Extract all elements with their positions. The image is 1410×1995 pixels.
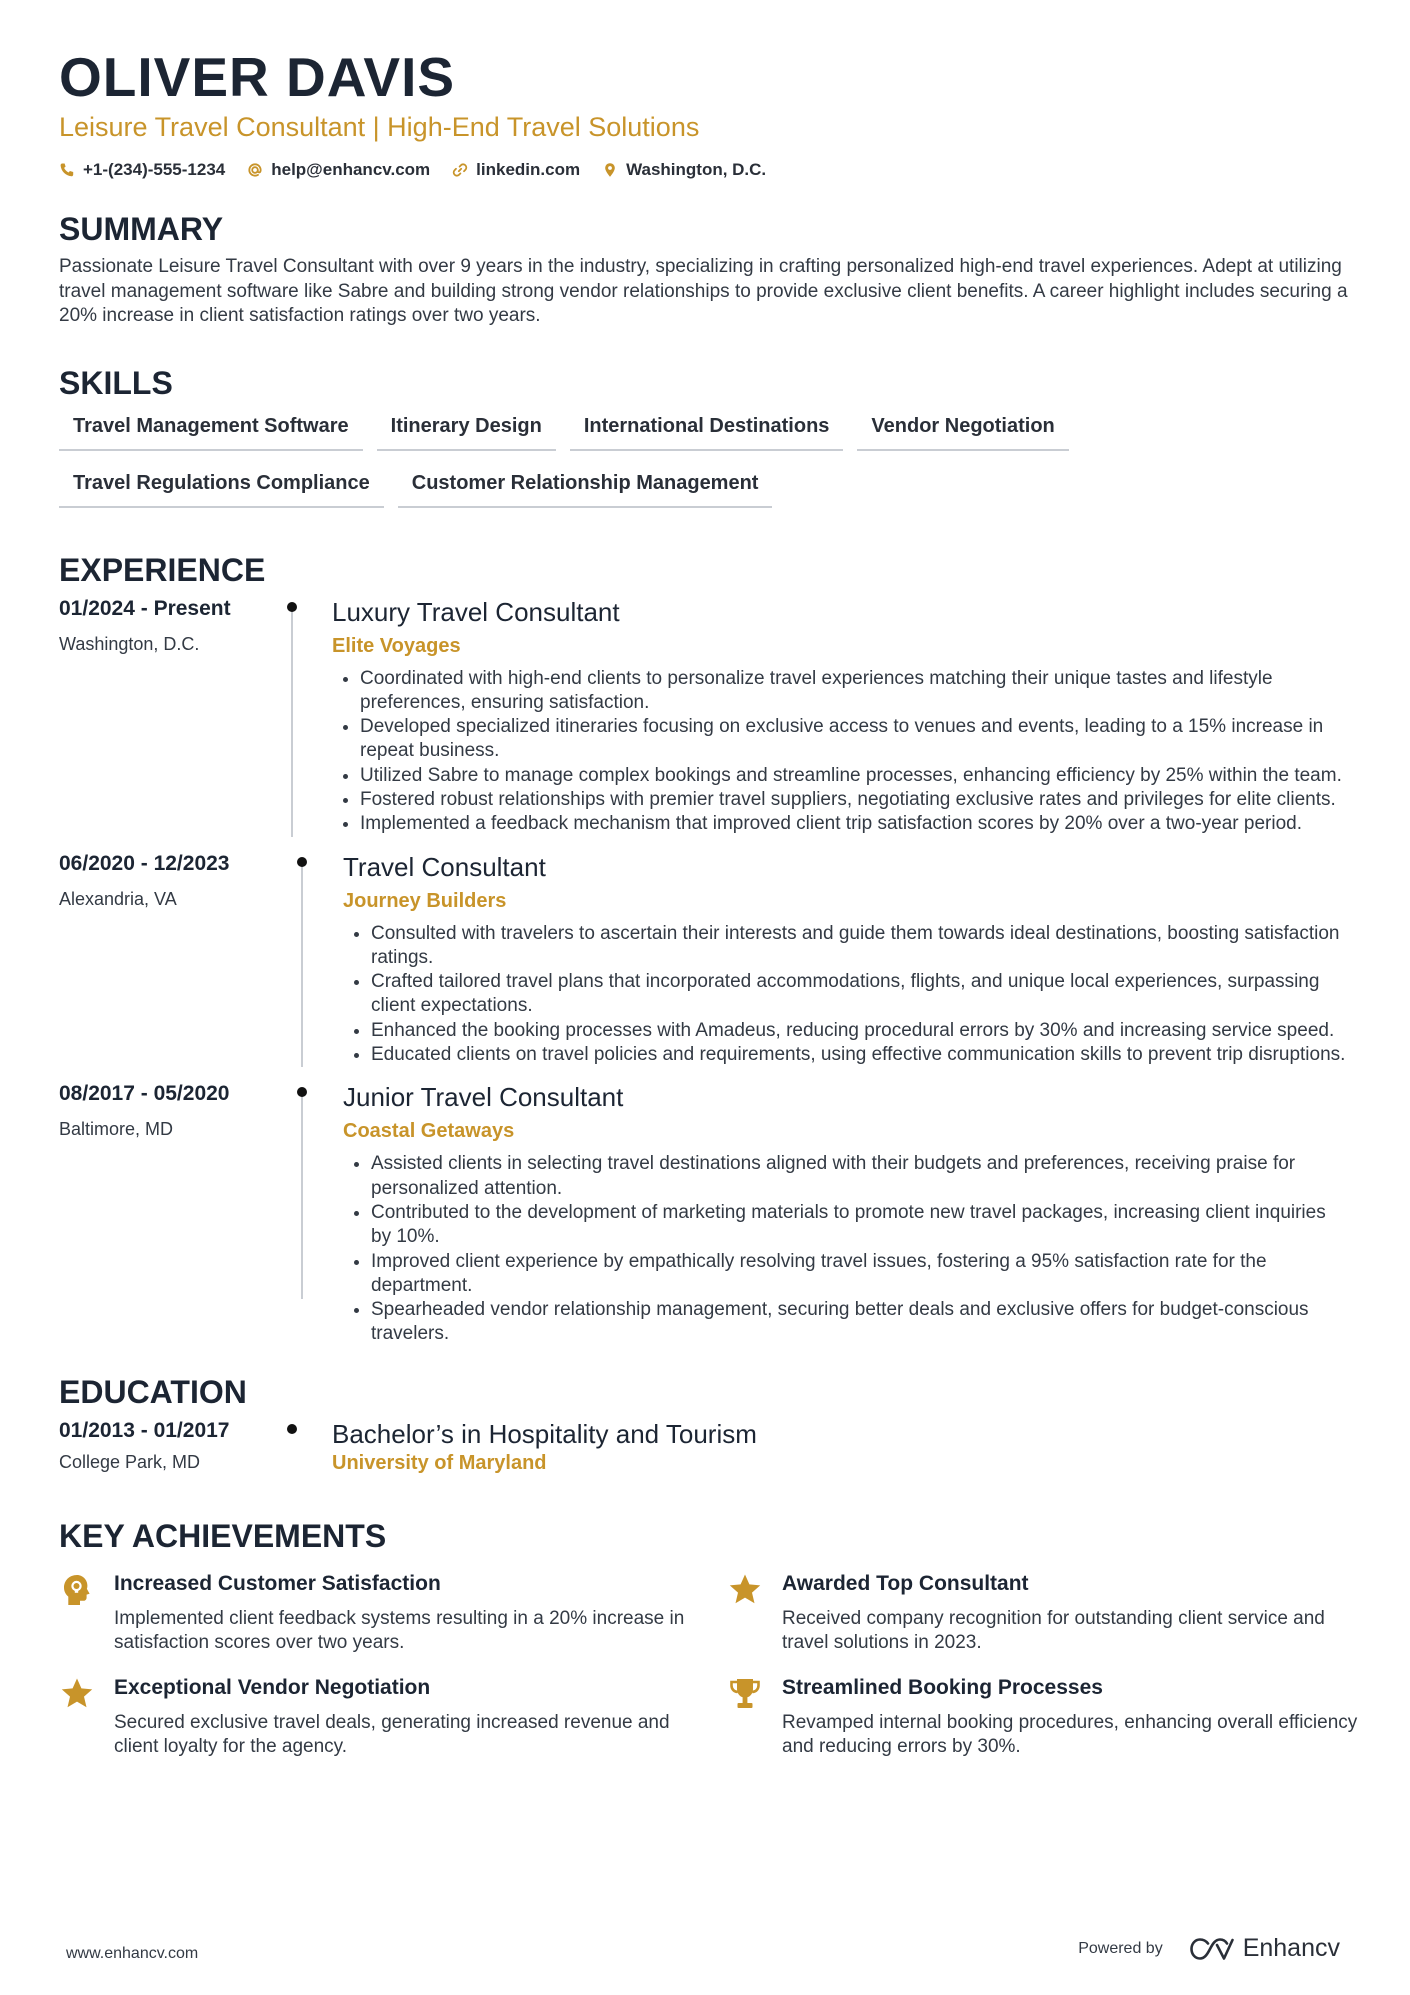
- job-meta: [59, 596, 291, 837]
- achievement-text: Revamped internal booking procedures, enhancing overall efficiency and reducing errors by 30%.: [782, 1711, 1358, 1758]
- achievement-body: [782, 1570, 1362, 1656]
- achievement-title: Increased Customer Satisfaction: [114, 1571, 441, 1595]
- star-icon: [59, 1676, 95, 1712]
- timeline-dot: [287, 602, 297, 612]
- skill-tag: International Destinations: [570, 413, 844, 451]
- education-meta: [59, 1418, 291, 1476]
- job-location: Washington, D.C.: [59, 633, 200, 654]
- job-bullet: • Utilized Sabre to manage complex bookings and streamline processes, enhancing efficiency by 25% within the team.: [360, 764, 1350, 788]
- job-date: 08/2017 - 05/2020: [59, 1082, 230, 1106]
- skill-tag: Itinerary Design: [377, 413, 556, 451]
- job-title: Junior Travel Consultant: [343, 1082, 624, 1113]
- experience-title: EXPERIENCE: [59, 551, 266, 588]
- education-title: EDUCATION: [59, 1373, 247, 1410]
- achievement-title: Streamlined Booking Processes: [782, 1675, 1103, 1699]
- education-details: [293, 1418, 1350, 1476]
- job-details: [303, 851, 1350, 1068]
- job-bullet: • Fostered robust relationships with premier travel suppliers, negotiating exclusive rates and privileges for elite clients.: [360, 788, 1350, 812]
- job-details: [293, 596, 1350, 837]
- summary-title: SUMMARY: [59, 211, 224, 247]
- candidate-subtitle: Leisure Travel Consultant | High-End Travel Solutions: [59, 112, 700, 142]
- timeline-dot: [287, 1424, 297, 1434]
- job-title: Travel Consultant: [343, 851, 546, 882]
- job-meta: [59, 851, 301, 1068]
- education-date: 01/2013 - 01/2017: [59, 1418, 230, 1442]
- phone-icon: [59, 162, 75, 178]
- timeline-dot-holder: [291, 1429, 293, 1476]
- contact-email-text: help@enhancv.com: [271, 160, 431, 179]
- achievement-icon-holder: [59, 1570, 114, 1656]
- skills-title: SKILLS: [59, 364, 173, 401]
- skill-tag: Travel Regulations Compliance: [59, 470, 384, 508]
- achievements-title: KEY ACHIEVEMENTS: [59, 1517, 387, 1554]
- achievements-grid: [59, 1570, 1358, 1760]
- achievement-title: Awarded Top Consultant: [782, 1571, 1029, 1595]
- job-entry: [59, 596, 1350, 837]
- job-entry: [59, 1081, 1350, 1346]
- powered-by-label: Powered by: [1078, 1939, 1163, 1957]
- job-date: 06/2020 - 12/2023: [59, 851, 230, 875]
- star-icon: [727, 1572, 763, 1608]
- contact-phone[interactable]: [59, 160, 225, 180]
- job-location: Alexandria, VA: [59, 888, 177, 909]
- job-bullets: [332, 667, 1350, 837]
- at-icon: [247, 162, 263, 178]
- job-bullet: • Enhanced the booking processes with Amadeus, reducing procedural errors by 30% and increasing service speed.: [371, 1019, 1350, 1043]
- achievement-text: Received company recognition for outstanding client service and travel solutions in 2023.: [782, 1607, 1325, 1654]
- education-entry: [59, 1418, 1350, 1476]
- achievement-body: [114, 1674, 694, 1760]
- footer-branding: [1078, 1934, 1340, 1963]
- achievement-item: [727, 1570, 1347, 1656]
- skill-tag: Customer Relationship Management: [398, 470, 773, 508]
- timeline-line: [301, 1092, 303, 1298]
- head-lightbulb-icon: [59, 1572, 95, 1608]
- summary-text: Passionate Leisure Travel Consultant with over 9 years in the industry, specializing in crafting personalized high-end travel experiences. Adept at utilizing travel management software like Sabre and building strong vendor relationships to provide exclusive client benefits. A career highlight includes securing a 20% increase in client satisfaction ratings over two years.: [59, 256, 1348, 326]
- education-section: [59, 1372, 1350, 1476]
- job-bullet: • Implemented a feedback mechanism that improved client trip satisfaction scores by 20% over a two-year period.: [360, 812, 1350, 836]
- contact-bar: [59, 160, 1350, 180]
- location-icon: [602, 162, 618, 178]
- achievement-item: [727, 1674, 1358, 1760]
- footer-website[interactable]: www.enhancv.com: [66, 1945, 199, 1962]
- job-bullet: • Spearheaded vendor relationship management, securing better deals and exclusive offers for budget-conscious travelers.: [371, 1298, 1350, 1347]
- skills-section: [59, 363, 1350, 508]
- timeline-line: [291, 607, 293, 837]
- job-bullet: • Developed specialized itineraries focusing on exclusive access to venues and events, leading to a 15% increase in repeat business.: [360, 715, 1350, 764]
- job-meta: [59, 1081, 301, 1346]
- achievement-item: [59, 1674, 727, 1760]
- education-location: College Park, MD: [59, 1451, 201, 1472]
- job-bullet: • Consulted with travelers to ascertain their interests and guide them towards ideal destinations, boosting satisfaction ratings.: [371, 922, 1350, 971]
- contact-linkedin-text: linkedin.com: [476, 160, 581, 179]
- contact-location: [602, 160, 766, 180]
- education-degree: Bachelor’s in Hospitality and Tourism: [332, 1418, 757, 1449]
- job-company: Coastal Getaways: [343, 1120, 515, 1143]
- timeline-dot: [297, 857, 307, 867]
- job-bullets: [343, 922, 1350, 1068]
- job-bullet: • Educated clients on travel policies and requirements, using effective communication skills to prevent trip disruptions.: [371, 1043, 1350, 1067]
- enhancv-brand-text: Enhancv: [1242, 1934, 1340, 1962]
- job-bullet: • Crafted tailored travel plans that incorporated accommodations, flights, and unique local experiences, surpassing client expectations.: [371, 970, 1350, 1019]
- candidate-name: OLIVER DAVIS: [59, 46, 456, 108]
- job-details: [303, 1081, 1350, 1346]
- summary-section: [59, 209, 1350, 329]
- link-icon: [452, 162, 468, 178]
- contact-linkedin[interactable]: [452, 160, 580, 180]
- contact-location-text: Washington, D.C.: [626, 160, 767, 179]
- job-bullet: • Coordinated with high-end clients to personalize travel experiences matching their unique tastes and lifestyle preferences, ensuring satisfaction.: [360, 667, 1350, 716]
- achievement-icon-holder: [727, 1570, 782, 1656]
- achievement-icon-holder: [59, 1674, 114, 1760]
- achievement-text: Secured exclusive travel deals, generating increased revenue and client loyalty for the agency.: [114, 1711, 670, 1758]
- job-bullet: • Assisted clients in selecting travel destinations aligned with their budgets and preferences, receiving praise for personalized attention.: [371, 1152, 1350, 1201]
- trophy-icon: [727, 1676, 763, 1712]
- contact-phone-text: +1-(234)-555-1234: [83, 160, 226, 179]
- job-company: Journey Builders: [343, 889, 507, 912]
- timeline-line: [301, 862, 303, 1068]
- achievements-section: [59, 1516, 1358, 1760]
- job-entry: [59, 851, 1350, 1068]
- achievement-body: [114, 1570, 694, 1656]
- achievement-body: [782, 1674, 1362, 1760]
- achievement-icon-holder: [727, 1674, 782, 1760]
- skill-tag: Vendor Negotiation: [857, 413, 1068, 451]
- achievement-item: [59, 1570, 727, 1656]
- contact-email[interactable]: [247, 160, 430, 180]
- job-location: Baltimore, MD: [59, 1119, 174, 1140]
- experience-section: [59, 550, 1350, 1347]
- job-date: 01/2024 - Present: [59, 596, 231, 620]
- job-bullets: [343, 1152, 1350, 1346]
- enhancv-mark-icon: [1189, 1937, 1235, 1961]
- job-bullet: • Improved client experience by empathically resolving travel issues, fostering a 95% satisfaction rate for the department.: [371, 1250, 1350, 1299]
- job-bullet: • Contributed to the development of marketing materials to promote new travel packages, increasing client inquiries by 10%.: [371, 1201, 1350, 1250]
- enhancv-logo[interactable]: [1189, 1934, 1340, 1963]
- job-title: Luxury Travel Consultant: [332, 596, 620, 627]
- skill-tag: Travel Management Software: [59, 413, 363, 451]
- achievement-title: Exceptional Vendor Negotiation: [114, 1675, 431, 1699]
- skills-list: [59, 413, 1259, 508]
- job-company: Elite Voyages: [332, 634, 461, 657]
- achievement-text: Implemented client feedback systems resulting in a 20% increase in satisfaction scores over two years.: [114, 1607, 685, 1654]
- education-school: University of Maryland: [332, 1451, 547, 1474]
